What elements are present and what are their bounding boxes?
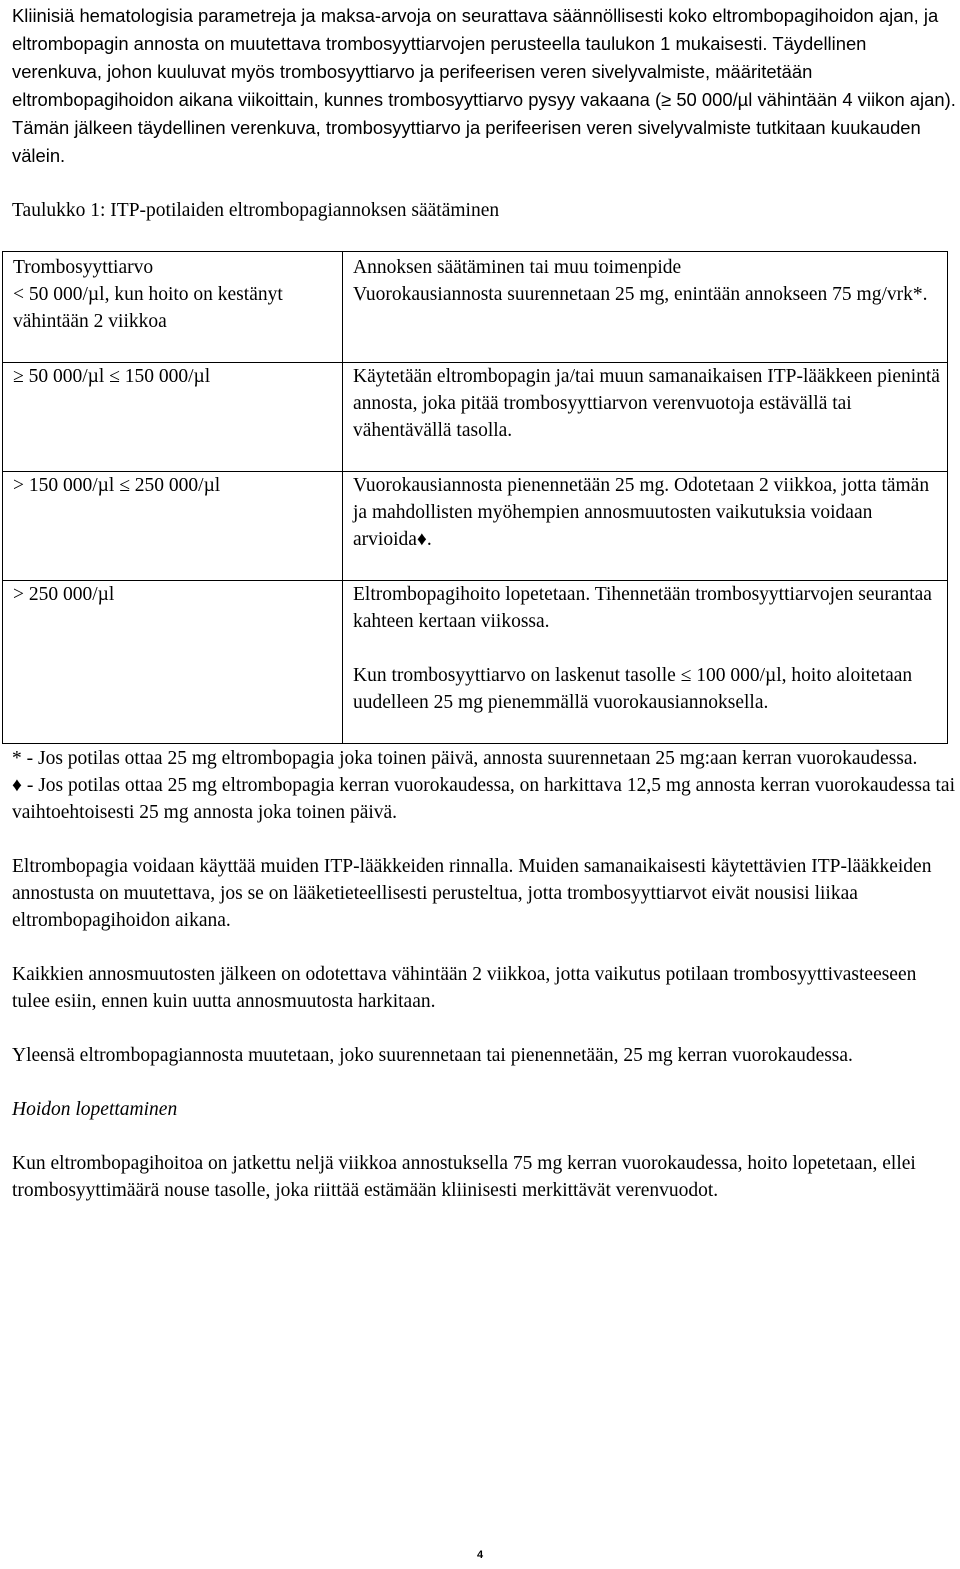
dose-adjustment-table (2, 251, 948, 744)
table-cell (3, 581, 343, 744)
footnote-asterisk: * - Jos potilas ottaa 25 mg eltrombopagia joka toinen päivä, annosta suurennetaan 25 mg:aan kerran vuorokaudessa. (12, 748, 918, 769)
table-cell (343, 252, 948, 363)
dose-action-restart: Kun trombosyyttiarvo on laskenut tasolle ≤ 100 000/µl, hoito aloitetaan uudelleen 25 mg pienemmällä vuorokausiannoksella. (353, 665, 913, 713)
document-page (12, 2, 958, 1204)
table-row (3, 363, 948, 472)
intro-paragraph (12, 2, 958, 170)
table-cell (343, 581, 948, 744)
table-caption-text: Taulukko 1: ITP-potilaiden eltrombopagiannoksen säätäminen (12, 200, 500, 221)
section-heading: Hoidon lopettaminen (12, 1099, 178, 1120)
cell-spacer (353, 308, 943, 335)
closing-paragraph: Kun eltrombopagihoitoa on jatkettu neljä viikkoa annostuksella 75 mg kerran vuorokaudessa, hoito lopetetaan, ellei trombosyyttimäärä nouse tasolle, joka riittää estämään kliinisesti merkittävät verenvuodot. (12, 1153, 916, 1201)
table-cell (3, 472, 343, 581)
table-row (3, 581, 948, 744)
dose-action: Vuorokausiannosta pienennetään 25 mg. Odotetaan 2 viikkoa, jotta tämän ja mahdollisten myöhempien annosmuutosten vaikutuksia voidaan arvioida♦. (353, 475, 930, 550)
cell-spacer (13, 390, 342, 417)
cell-spacer (353, 444, 943, 471)
body-paragraph: Yleensä eltrombopagiannosta muutetaan, joko suurennetaan tai pienennetään, 25 mg kerran vuorokaudessa. (12, 1045, 853, 1066)
table-cell (3, 252, 343, 363)
column-header-action: Annoksen säätäminen tai muu toimenpide (353, 257, 682, 278)
table-caption (12, 197, 958, 224)
table-footnotes (12, 745, 958, 826)
intro-text-b: Täydellinen verenkuva, johon kuuluvat myös trombosyyttiarvo ja perifeerisen veren sivelyvalmiste, määritetään eltrombopagihoidon aikana viikoittain, kunnes trombosyyttiarvo pysyy vakaana (≥ 50 000/µl vähintään 4 viikon ajan). (12, 33, 956, 110)
table-cell (343, 472, 948, 581)
body-paragraph: Eltrombopagia voidaan käyttää muiden ITP-lääkkeiden rinnalla. Muiden samanaikaisesti käytettävien ITP-lääkkeiden annostusta on muutettava, jos se on lääketieteellisesti perusteltua, jotta trombosyyttiarvot eivät nousisi liikaa eltrombopagihoidon aikana. (12, 856, 932, 931)
table-row (3, 472, 948, 581)
platelet-range: < 50 000/µl, kun hoito on kestänyt vähintään 2 viikkoa (13, 284, 283, 332)
platelet-range: ≥ 50 000/µl ≤ 150 000/µl (13, 366, 211, 387)
body-paragraph: Kaikkien annosmuutosten jälkeen on odotettava vähintään 2 viikkoa, jotta vaikutus potilaan trombosyyttivasteeseen tulee esiin, ennen kuin uutta annosmuutosta harkitaan. (12, 964, 917, 1012)
cell-spacer (13, 335, 342, 362)
page-number: 4 (476, 1549, 484, 1561)
dose-action: Eltrombopagihoito lopetetaan. Tihennetään trombosyyttiarvojen seurantaa kahteen kertaan viikossa. (353, 584, 932, 632)
column-header-platelets: Trombosyyttiarvo (13, 257, 154, 278)
platelet-range: > 250 000/µl (13, 584, 115, 605)
dose-action: Vuorokausiannosta suurennetaan 25 mg, enintään annokseen 75 mg/vrk*. (353, 284, 928, 305)
table-cell (343, 363, 948, 472)
cell-spacer (13, 499, 342, 526)
table-row (3, 252, 948, 363)
cell-spacer (353, 553, 943, 580)
intro-text-a: Kliinisiä hematologisia parametreja ja maksa-arvoja on seurattava säännöllisesti koko eltrombopagihoidon ajan, ja eltrombopagin annosta on muutettava trombosyyttiarvojen perusteella taulukon 1 mukaisesti. (12, 5, 939, 54)
footnote-diamond: ♦ - Jos potilas ottaa 25 mg eltrombopagia kerran vuorokaudessa, on harkittava 12,5 mg annosta kerran vuorokaudessa tai vaihtoehtoisesti 25 mg annosta joka toinen päivä. (12, 775, 955, 823)
intro-text-c: Tämän jälkeen täydellinen verenkuva, trombosyyttiarvo ja perifeerisen veren sivelyvalmiste tutkitaan kuukauden välein. (12, 117, 921, 166)
platelet-range: > 150 000/µl ≤ 250 000/µl (13, 475, 221, 496)
cell-spacer (353, 635, 943, 662)
dose-action: Käytetään eltrombopagin ja/tai muun samanaikaisen ITP-lääkkeen pienintä annosta, joka pitää trombosyyttiarvon verenvuotoja estävällä tai vähentävällä tasolla. (353, 366, 940, 441)
cell-spacer (353, 716, 943, 743)
table-cell (3, 363, 343, 472)
